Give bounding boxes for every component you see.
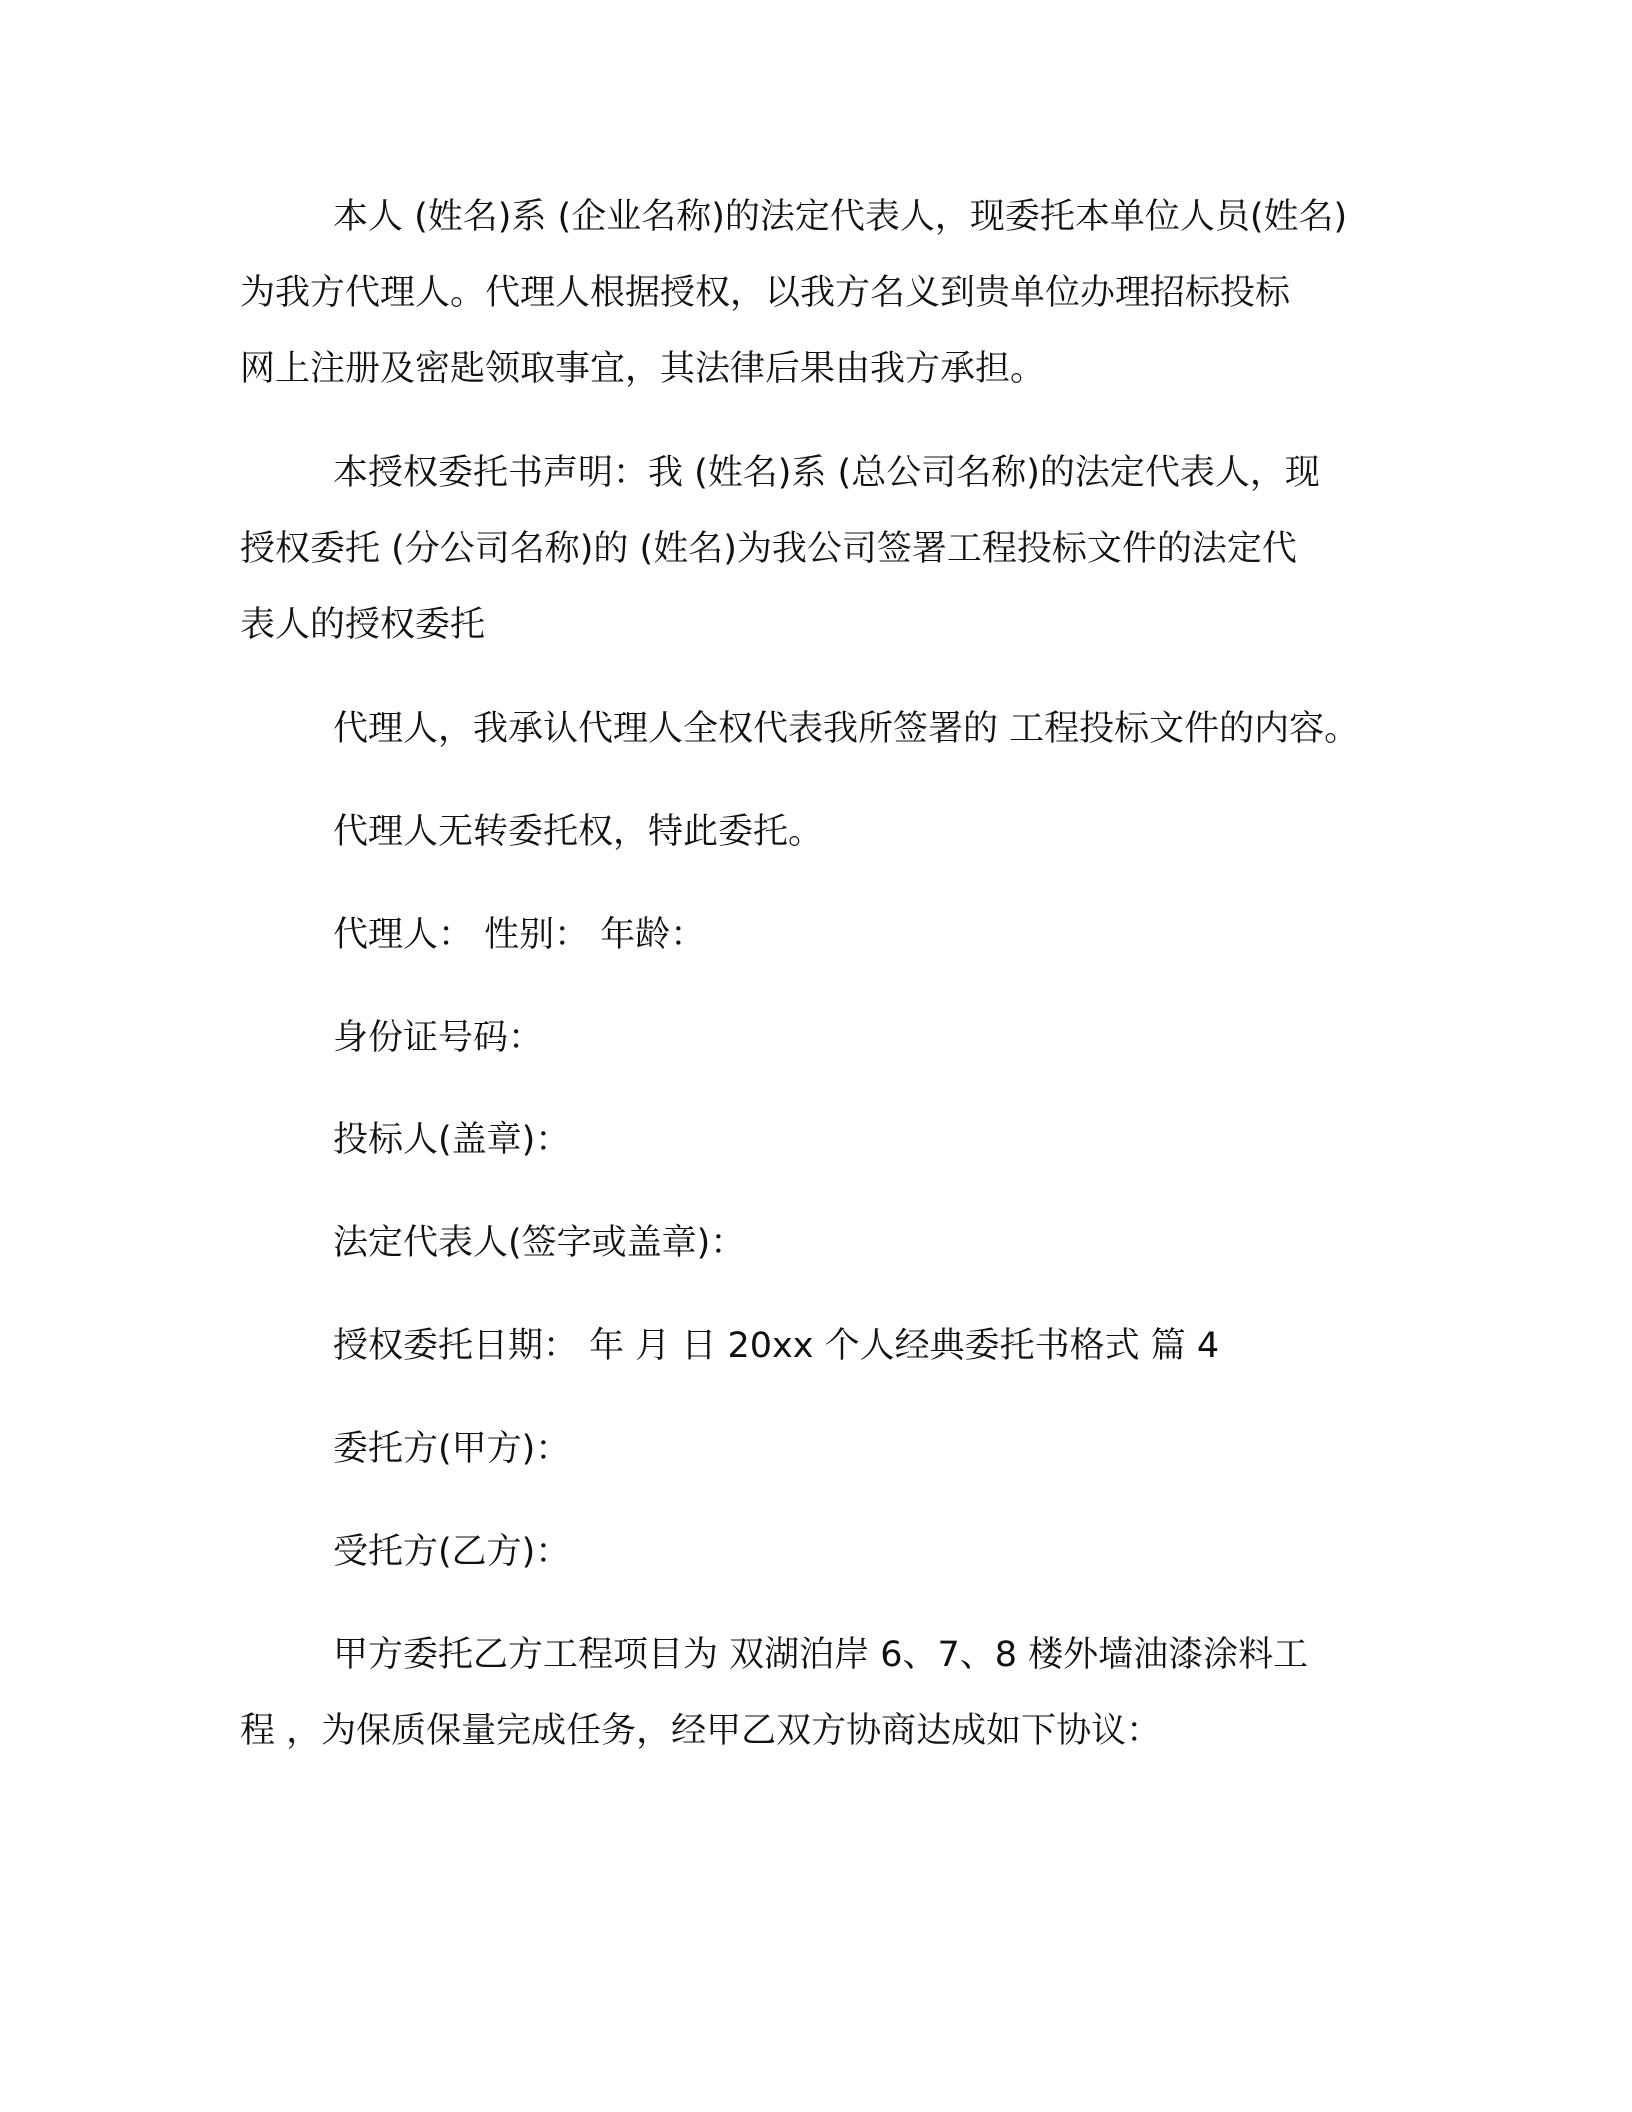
paragraph-1-line-1: 本人 (姓名)系 (企业名称)的法定代表人，现委托本单位人员(姓名) (333, 197, 1348, 237)
party-a-line: 委托方(甲方)： (333, 1429, 571, 1469)
paragraph-1-line-3: 网上注册及密匙领取事宜，其法律后果由我方承担。 (240, 349, 1046, 389)
agent-info-line: 代理人： 性别： 年龄： (333, 915, 706, 955)
paragraph-2-line-3: 表人的授权委托 (240, 605, 486, 645)
id-number-line: 身份证号码： (333, 1018, 544, 1058)
legal-rep-signature-line: 法定代表人(签字或盖章)： (333, 1223, 746, 1263)
authorization-date-line: 授权委托日期： 年 月 日 20xx 个人经典委托书格式 篇 4 (333, 1326, 1220, 1366)
party-b-line: 受托方(乙方)： (333, 1532, 571, 1572)
agreement-paragraph-line-2: 程 ，为保质保量完成任务，经甲乙双方协商达成如下协议： (240, 1711, 1162, 1751)
paragraph-1-line-2: 为我方代理人。代理人根据授权，以我方名义到贵单位办理招标投标 (240, 273, 1291, 313)
paragraph-2-line-1: 本授权委托书声明：我 (姓名)系 (总公司名称)的法定代表人，现 (333, 453, 1320, 493)
paragraph-2-line-2: 授权委托 (分公司名称)的 (姓名)为我公司签署工程投标文件的法定代 (240, 529, 1297, 569)
bidder-seal-line: 投标人(盖章)： (333, 1120, 571, 1160)
paragraph-4: 代理人无转委托权，特此委托。 (333, 812, 824, 852)
agreement-paragraph-line-1: 甲方委托乙方工程项目为 双湖泊岸 6、7、8 楼外墙油漆涂料工 (333, 1635, 1309, 1675)
paragraph-3: 代理人，我承认代理人全权代表我所签署的 工程投标文件的内容。 (333, 709, 1360, 749)
